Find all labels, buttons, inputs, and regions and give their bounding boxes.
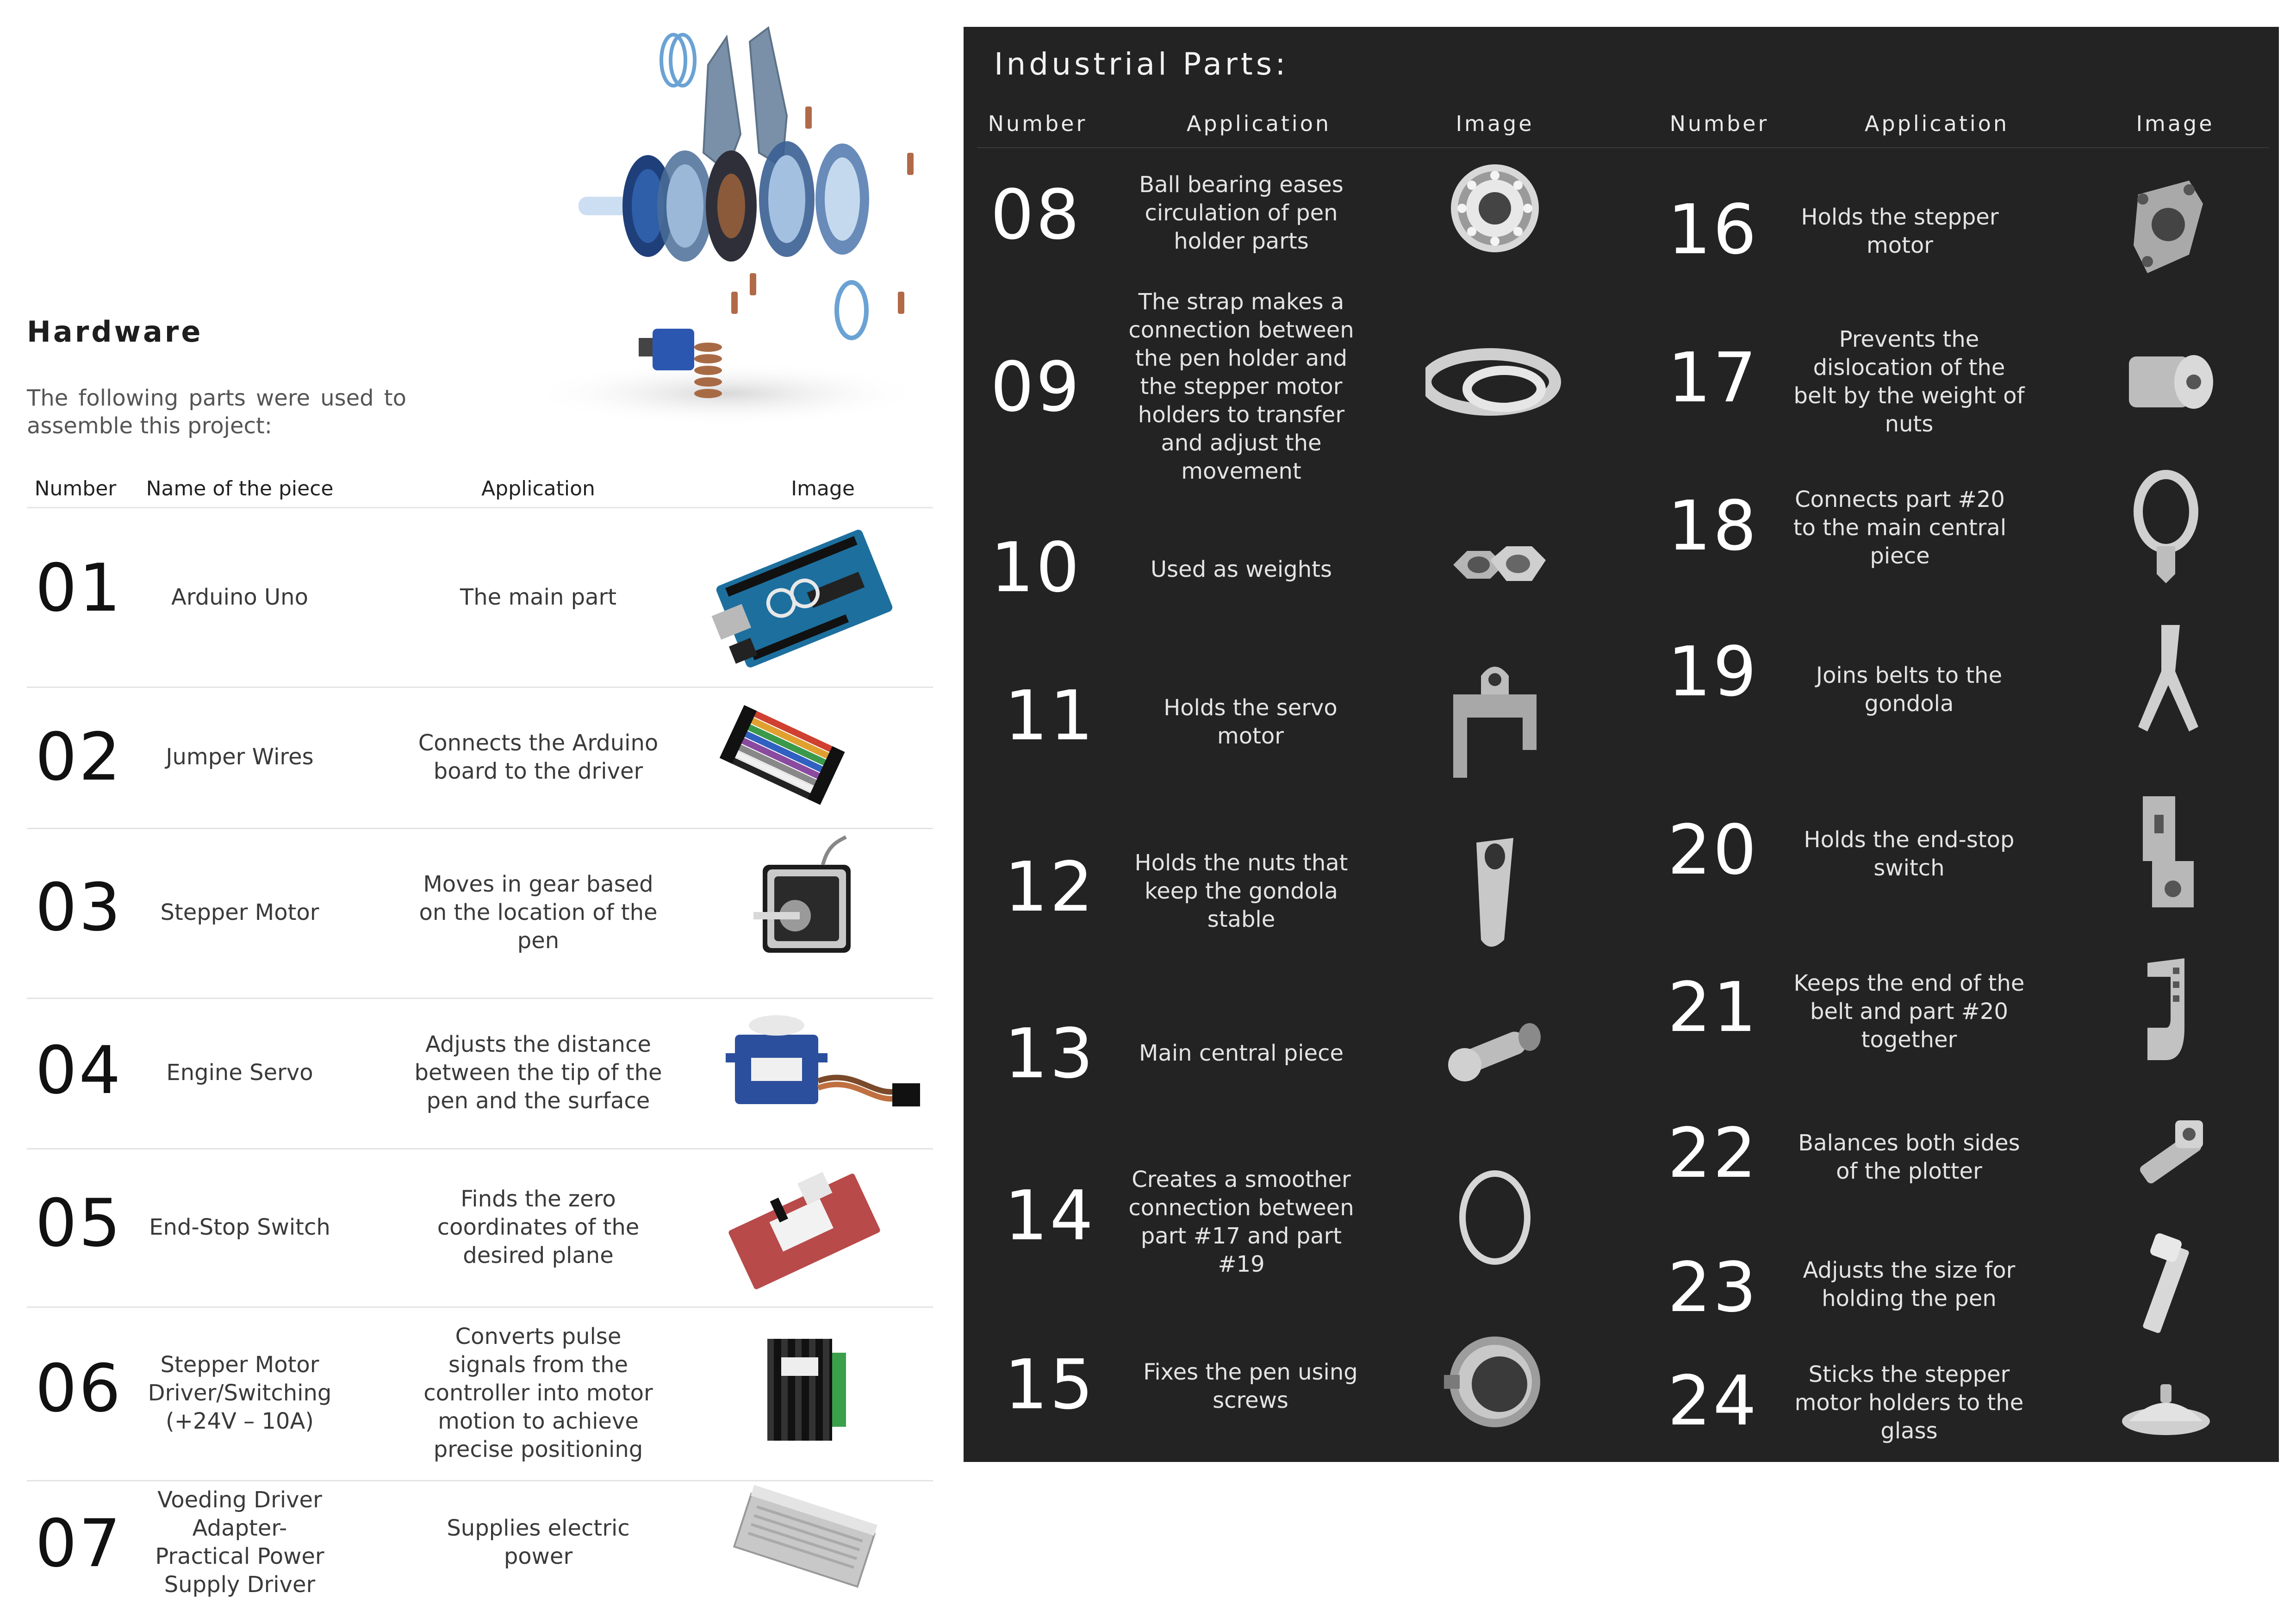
- part-name: Arduino Uno: [171, 584, 308, 610]
- part-number: 13: [1004, 1014, 1095, 1093]
- part-name: Stepper Motor: [160, 899, 319, 925]
- part-application: Holds the nuts that keep the gondola stable: [1134, 849, 1348, 932]
- part-name: Engine Servo: [166, 1060, 313, 1086]
- part-application: The strap makes a connection between the pen holder and the stepper motor holders to transfer and adjust the movement: [1128, 288, 1354, 484]
- industrial-row: [977, 500, 1625, 639]
- part-application: Joins belts to the gondola: [1816, 662, 2003, 717]
- part-name: End-Stop Switch: [149, 1214, 330, 1240]
- part-application: Holds the stepper motor: [1801, 204, 1999, 258]
- part-number: 20: [1668, 810, 1759, 890]
- part-number: 18: [1668, 486, 1759, 566]
- part-number: 07: [35, 1505, 123, 1582]
- part-application: Keeps the end of the belt and part #20 together: [1793, 970, 2025, 1053]
- counterweight-icon: [2097, 1093, 2235, 1222]
- industrial-header-application-left: Application: [1186, 111, 1332, 136]
- exploded-assembly-illustration: [509, 14, 963, 431]
- hardware-intro: The following parts were used to assemble this project:: [27, 385, 406, 439]
- hardware-row: [27, 1480, 933, 1605]
- industrial-row: [977, 1130, 1625, 1315]
- industrial-row: [977, 1319, 1625, 1454]
- industrial-row: [977, 153, 1625, 273]
- industrial-row: [1655, 778, 2296, 931]
- industrial-row: [1655, 1227, 2296, 1343]
- part-application: Converts pulse signals from the controller into motor motion to achieve precise positioning: [423, 1324, 653, 1462]
- part-application: Holds the servo motor: [1164, 695, 1338, 749]
- part-application: Balances both sides of the plotter: [1798, 1130, 2020, 1184]
- industrial-row: [1655, 1093, 2296, 1222]
- industrial-row: [977, 806, 1625, 977]
- part-application: The main part: [460, 584, 617, 610]
- part-application: Connects part #20 to the main central piece: [1793, 486, 2007, 569]
- part-number: 15: [1004, 1345, 1095, 1424]
- belt-arm-icon: [2097, 606, 2235, 773]
- part-number: 21: [1668, 968, 1759, 1047]
- industrial-row: [977, 278, 1625, 495]
- part-number: 23: [1668, 1248, 1759, 1327]
- part-application: Adjusts the size for holding the pen: [1803, 1257, 2016, 1312]
- ball-bearing-icon: [1425, 153, 1564, 273]
- part-number: 14: [1004, 1176, 1095, 1255]
- nut-holder-icon: [1425, 806, 1564, 977]
- part-number: 03: [35, 869, 123, 946]
- pen-clamp-icon: [1425, 1319, 1564, 1454]
- part-number: 24: [1668, 1361, 1759, 1441]
- part-number: 19: [1668, 632, 1759, 712]
- part-name: Voeding Driver Adapter- Practical Power Supply Driver: [155, 1487, 324, 1598]
- switch-holder-icon: [2097, 778, 2235, 931]
- hardware-row: [27, 1306, 933, 1481]
- part-number: 05: [35, 1185, 123, 1262]
- part-name: Stepper Motor Driver/Switching (+24V – 10A): [148, 1352, 332, 1434]
- hex-nuts-icon: [1425, 500, 1564, 639]
- part-application: Creates a smoother connection between part #17 and part #19: [1128, 1167, 1354, 1277]
- part-application: Ball bearing eases circulation of pen holder parts: [1139, 171, 1344, 254]
- part-application: Fixes the pen using screws: [1143, 1359, 1358, 1413]
- part-number: 12: [1004, 847, 1095, 927]
- hardware-title: Hardware: [27, 315, 203, 349]
- servo-icon: [707, 998, 929, 1148]
- part-number: 11: [1004, 676, 1095, 756]
- industrial-row: [1655, 935, 2296, 1088]
- end-stop-switch-icon: [707, 1148, 902, 1306]
- part-number: 02: [35, 719, 123, 795]
- industrial-header-divider: [977, 147, 2269, 148]
- suction-cup-icon: [2097, 1347, 2235, 1458]
- part-application: Supplies electric power: [447, 1515, 630, 1569]
- hardware-header-image: Image: [791, 477, 855, 500]
- power-supply-icon: [707, 1480, 902, 1605]
- stepper-motor-icon: [707, 828, 902, 998]
- jumper-wires-icon: [707, 687, 902, 828]
- industrial-row: [977, 643, 1625, 801]
- motor-driver-icon: [707, 1306, 902, 1480]
- hardware-row: [27, 828, 933, 999]
- industrial-header-number-right: Number: [1669, 111, 1769, 136]
- industrial-row: [1655, 1347, 2296, 1458]
- industrial-row: [1655, 153, 2296, 310]
- part-number: 09: [990, 347, 1082, 427]
- part-number: 17: [1668, 338, 1759, 418]
- industrial-header-number-left: Number: [988, 111, 1088, 136]
- industrial-row: [977, 981, 1625, 1125]
- part-number: 10: [990, 528, 1082, 607]
- hardware-header-number: Number: [34, 477, 117, 500]
- part-application: Main central piece: [1139, 1040, 1344, 1066]
- part-application: Used as weights: [1151, 556, 1332, 582]
- hardware-header-application: Application: [481, 477, 595, 500]
- central-piece-icon: [1425, 981, 1564, 1125]
- part-application: Prevents the dislocation of the belt by the weight of nuts: [1793, 326, 2025, 437]
- motor-holder-icon: [2097, 153, 2235, 310]
- industrial-parts-title: Industrial Parts:: [994, 46, 1289, 82]
- hardware-row: [27, 998, 933, 1149]
- part-application: Moves in gear based on the location of the pen: [419, 871, 658, 954]
- part-application: Sticks the stepper motor holders to the glass: [1794, 1361, 2024, 1444]
- part-application: Connects the Arduino board to the driver: [418, 730, 659, 784]
- arduino-board-icon: [707, 508, 902, 687]
- part-application: Adjusts the distance between the tip of the pen and the surface: [414, 1031, 662, 1114]
- part-number: 08: [990, 175, 1082, 255]
- industrial-row: [1655, 315, 2296, 449]
- part-number: 04: [35, 1032, 123, 1109]
- part-name: Jumper Wires: [166, 744, 314, 770]
- belt-clip-icon: [2097, 935, 2235, 1088]
- strap-icon: [1425, 278, 1564, 495]
- ring-connector-icon: [2097, 454, 2235, 602]
- industrial-header-application-right: Application: [1864, 111, 2010, 136]
- part-number: 01: [35, 550, 123, 626]
- part-number: 06: [35, 1350, 123, 1427]
- screw-icon: [2097, 1227, 2235, 1343]
- part-number: 16: [1668, 190, 1759, 269]
- hardware-header-name: Name of the piece: [146, 477, 334, 500]
- hardware-row: [27, 508, 933, 688]
- industrial-header-image-right: Image: [2136, 111, 2215, 136]
- ring-icon: [1425, 1130, 1564, 1315]
- belt-guard-icon: [2097, 315, 2235, 449]
- industrial-row: [1655, 606, 2296, 773]
- part-application: Finds the zero coordinates of the desired plane: [437, 1186, 640, 1268]
- servo-holder-icon: [1425, 643, 1564, 801]
- industrial-header-image-left: Image: [1456, 111, 1534, 136]
- industrial-row: [1655, 454, 2296, 602]
- hardware-row: [27, 687, 933, 829]
- hardware-row: [27, 1148, 933, 1308]
- part-number: 22: [1668, 1113, 1759, 1193]
- part-application: Holds the end-stop switch: [1804, 827, 2015, 881]
